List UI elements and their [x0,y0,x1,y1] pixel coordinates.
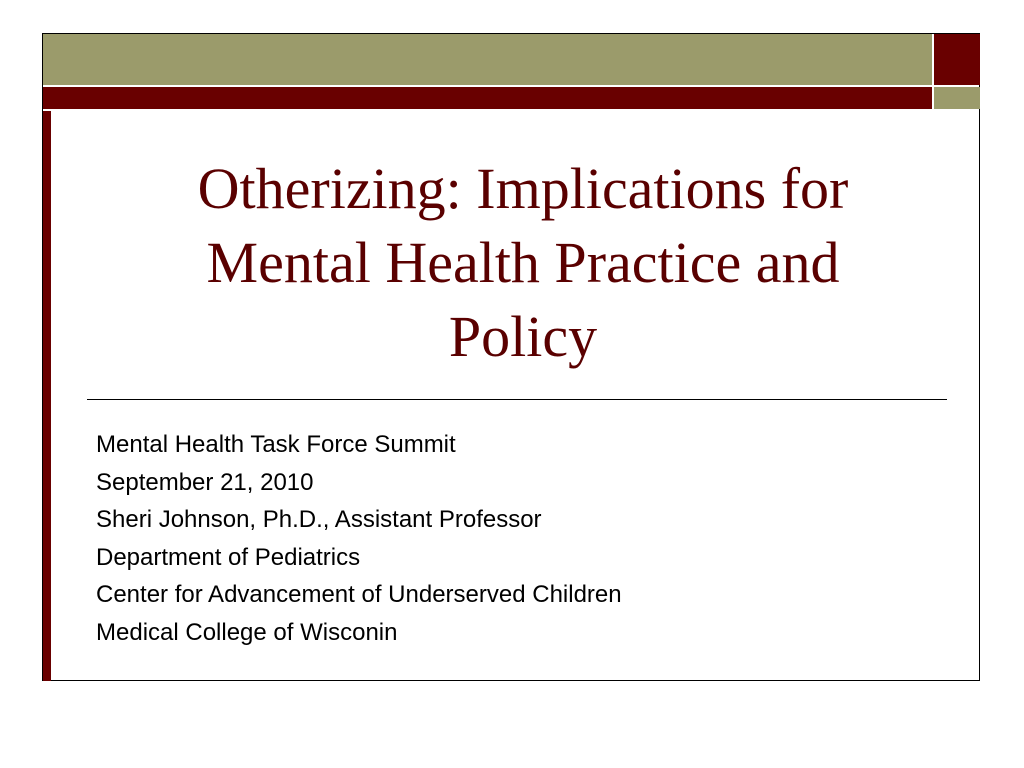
subtitle-presenter: Sheri Johnson, Ph.D., Assistant Professor [96,506,542,534]
left-accent-bar [43,111,51,681]
subtitle-institution: Medical College of Wisconin [96,618,398,646]
slide-title: Otherizing: Implications for Mental Health Practice and Policy [197,156,849,369]
slide [42,33,980,681]
header-olive-band [43,34,932,85]
subtitle-center: Center for Advancement of Underserved Children [96,581,622,609]
subtitle-list [96,426,622,652]
header-olive-square [934,87,980,109]
subtitle-event: Mental Health Task Force Summit [96,431,456,458]
title-divider [87,399,947,400]
header-maroon-square [934,34,980,85]
header-maroon-band [43,87,932,109]
subtitle-date: September 21, 2010 [96,468,314,496]
subtitle-department: Department of Pediatrics [96,543,361,571]
